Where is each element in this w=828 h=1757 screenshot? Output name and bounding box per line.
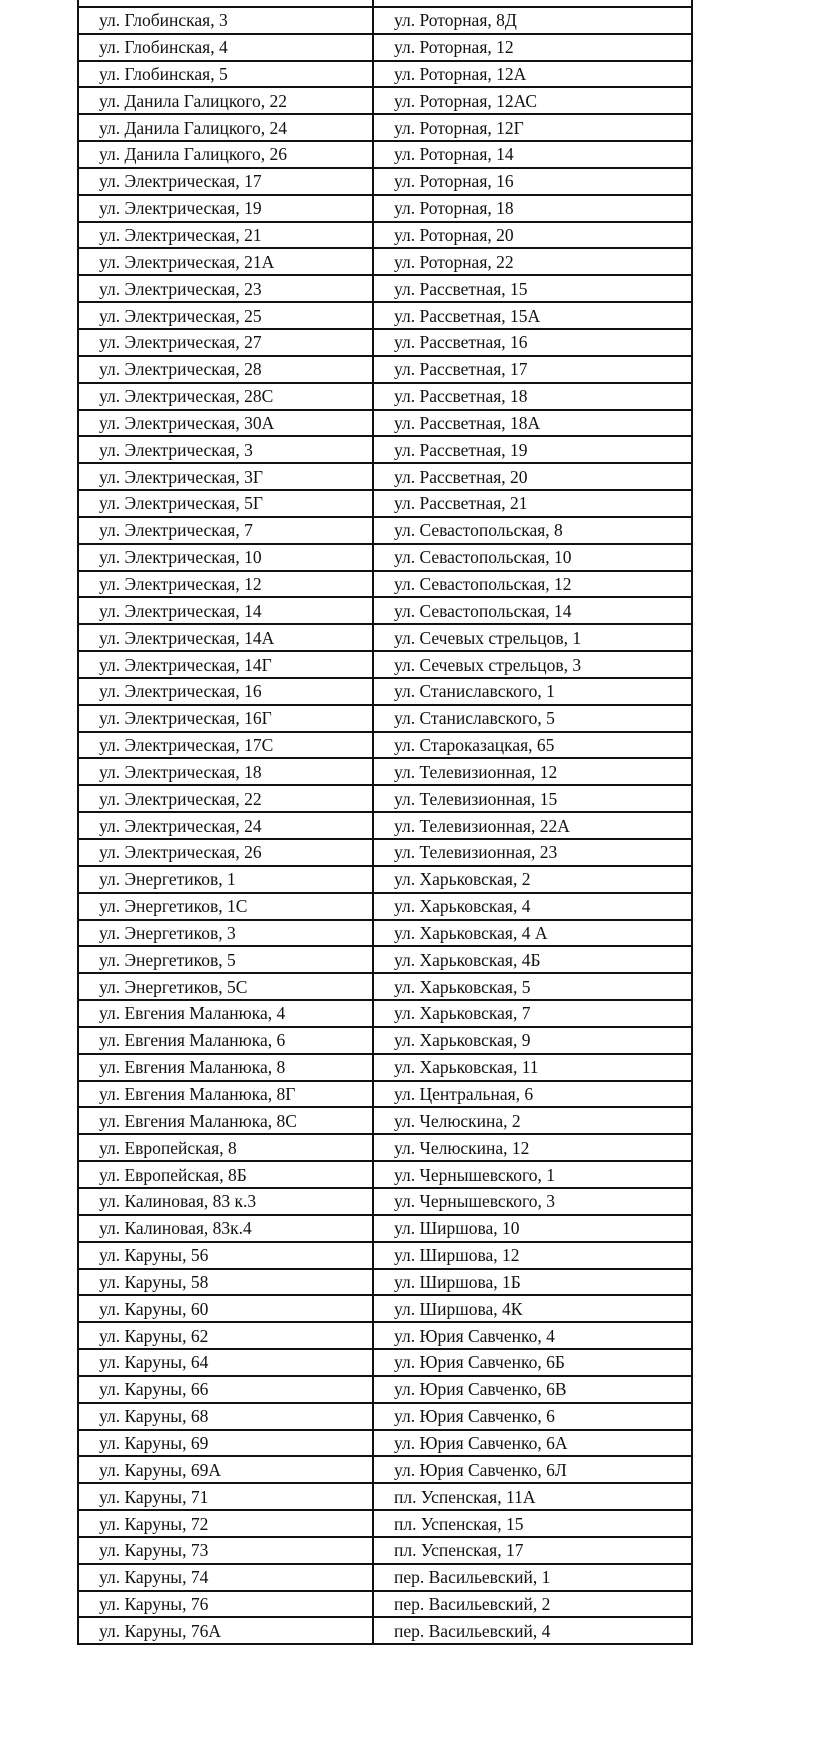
address-cell-left: ул. Каруны, 73 [78, 1537, 373, 1564]
address-cell-right: ул. Рассветная, 17 [373, 356, 692, 383]
address-cell-left: ул. Электрическая, 27 [78, 329, 373, 356]
table-row [78, 1564, 692, 1591]
address-cell-left: ул. Каруны, 64 [78, 1349, 373, 1376]
address-cell-right: ул. Юрия Савченко, 4 [373, 1322, 692, 1349]
table-row [78, 1027, 692, 1054]
address-cell-left: ул. Евгения Маланюка, 8 [78, 1054, 373, 1081]
table-row [78, 1376, 692, 1403]
table-row [78, 222, 692, 249]
address-cell-right: ул. Рассветная, 19 [373, 436, 692, 463]
table-row [78, 1215, 692, 1242]
address-cell-left: ул. Евгения Маланюка, 6 [78, 1027, 373, 1054]
table-row [78, 651, 692, 678]
address-cell-right: ул. Рассветная, 20 [373, 463, 692, 490]
table-row [78, 1242, 692, 1269]
table-row [78, 1537, 692, 1564]
table-row [78, 624, 692, 651]
table-row [78, 1295, 692, 1322]
table-row [78, 732, 692, 759]
address-cell-left: ул. Энергетиков, 1С [78, 893, 373, 920]
table-row [78, 839, 692, 866]
address-cell-left: ул. Электрическая, 30А [78, 410, 373, 437]
address-cell-left: ул. Электрическая, 10 [78, 544, 373, 571]
address-cell-left: ул. Электрическая, 7 [78, 517, 373, 544]
address-cell-right: ул. Ширшова, 1Б [373, 1269, 692, 1296]
address-cell-right: ул. Рассветная, 21 [373, 490, 692, 517]
table-row [78, 87, 692, 114]
address-cell-left: ул. Каруны, 66 [78, 1376, 373, 1403]
address-cell-left: ул. Данила Галицкого, 26 [78, 141, 373, 168]
address-cell-left: ул. Калиновая, 83к.4 [78, 1215, 373, 1242]
table-row [78, 168, 692, 195]
address-cell-right [373, 0, 692, 7]
table-row [78, 195, 692, 222]
address-cell-right: ул. Чернышевского, 1 [373, 1161, 692, 1188]
address-cell-left: ул. Электрическая, 22 [78, 785, 373, 812]
table-row [78, 1322, 692, 1349]
table-row [78, 248, 692, 275]
address-cell-left: ул. Электрическая, 17С [78, 732, 373, 759]
address-cell-right: ул. Телевизионная, 22А [373, 812, 692, 839]
address-cell-left: ул. Калиновая, 83 к.3 [78, 1188, 373, 1215]
address-cell-right: ул. Харьковская, 2 [373, 866, 692, 893]
address-cell-right: ул. Харьковская, 5 [373, 973, 692, 1000]
address-cell-right: ул. Севастопольская, 12 [373, 571, 692, 598]
table-row [78, 0, 692, 7]
address-cell-left: ул. Электрическая, 17 [78, 168, 373, 195]
table-row [78, 1456, 692, 1483]
address-table [77, 0, 693, 1645]
address-cell-left: ул. Данила Галицкого, 24 [78, 114, 373, 141]
address-cell-left: ул. Каруны, 71 [78, 1483, 373, 1510]
table-row [78, 410, 692, 437]
address-cell-right: ул. Челюскина, 2 [373, 1107, 692, 1134]
table-row [78, 812, 692, 839]
table-row [78, 1510, 692, 1537]
table-row [78, 490, 692, 517]
table-row [78, 920, 692, 947]
table-row [78, 302, 692, 329]
table-row [78, 893, 692, 920]
address-cell-right: ул. Телевизионная, 12 [373, 758, 692, 785]
address-cell-right: пер. Васильевский, 4 [373, 1617, 692, 1644]
address-cell-left: ул. Глобинская, 3 [78, 7, 373, 34]
table-row [78, 7, 692, 34]
address-cell-right: ул. Харьковская, 4Б [373, 946, 692, 973]
address-cell-left: ул. Электрическая, 21 [78, 222, 373, 249]
table-row [78, 275, 692, 302]
address-cell-left: ул. Энергетиков, 3 [78, 920, 373, 947]
address-cell-right: ул. Телевизионная, 23 [373, 839, 692, 866]
address-cell-right: ул. Севастопольская, 14 [373, 597, 692, 624]
address-cell-left: ул. Электрическая, 21А [78, 248, 373, 275]
table-row [78, 1134, 692, 1161]
address-cell-left: ул. Европейская, 8 [78, 1134, 373, 1161]
table-row [78, 597, 692, 624]
address-cell-right: ул. Ширшова, 4К [373, 1295, 692, 1322]
address-cell-left: ул. Евгения Маланюка, 8С [78, 1107, 373, 1134]
table-row [78, 141, 692, 168]
address-cell-left: ул. Каруны, 56 [78, 1242, 373, 1269]
table-row [78, 1617, 692, 1644]
address-cell-left: ул. Электрическая, 23 [78, 275, 373, 302]
address-cell-right: пер. Васильевский, 1 [373, 1564, 692, 1591]
address-cell-right: ул. Юрия Савченко, 6А [373, 1430, 692, 1457]
table-row [78, 544, 692, 571]
table-row [78, 705, 692, 732]
address-cell-left: ул. Электрическая, 5Г [78, 490, 373, 517]
address-cell-left: ул. Электрическая, 19 [78, 195, 373, 222]
address-cell-right: ул. Ширшова, 12 [373, 1242, 692, 1269]
table-row [78, 517, 692, 544]
address-cell-left: ул. Глобинская, 5 [78, 61, 373, 88]
table-row [78, 329, 692, 356]
address-cell-right: ул. Рассветная, 18А [373, 410, 692, 437]
table-row [78, 1054, 692, 1081]
table-row [78, 973, 692, 1000]
table-row [78, 866, 692, 893]
address-cell-left: ул. Глобинская, 4 [78, 34, 373, 61]
address-cell-right: пл. Успенская, 17 [373, 1537, 692, 1564]
address-cell-left: ул. Евгения Маланюка, 4 [78, 1000, 373, 1027]
table-row [78, 1161, 692, 1188]
table-row [78, 785, 692, 812]
address-table-body [78, 0, 692, 1644]
table-row [78, 436, 692, 463]
address-cell-right: пер. Васильевский, 2 [373, 1591, 692, 1618]
address-cell-left: ул. Электрическая, 16Г [78, 705, 373, 732]
table-row [78, 758, 692, 785]
address-cell-left: ул. Электрическая, 16 [78, 678, 373, 705]
table-row [78, 1483, 692, 1510]
address-cell-left: ул. Данила Галицкого, 22 [78, 87, 373, 114]
address-cell-left: ул. Энергетиков, 1 [78, 866, 373, 893]
address-cell-left: ул. Каруны, 72 [78, 1510, 373, 1537]
table-row [78, 571, 692, 598]
address-cell-right: ул. Юрия Савченко, 6Б [373, 1349, 692, 1376]
table-row [78, 1403, 692, 1430]
address-cell-left: ул. Каруны, 76А [78, 1617, 373, 1644]
address-cell-right: ул. Роторная, 22 [373, 248, 692, 275]
table-row [78, 1349, 692, 1376]
address-cell-left: ул. Электрическая, 18 [78, 758, 373, 785]
address-cell-left: ул. Каруны, 69 [78, 1430, 373, 1457]
table-row [78, 463, 692, 490]
table-row [78, 61, 692, 88]
table-row [78, 383, 692, 410]
address-cell-right: ул. Сечевых стрельцов, 1 [373, 624, 692, 651]
table-row [78, 1081, 692, 1108]
address-cell-right: ул. Харьковская, 9 [373, 1027, 692, 1054]
address-cell-right: ул. Юрия Савченко, 6 [373, 1403, 692, 1430]
table-row [78, 114, 692, 141]
address-cell-left: ул. Электрическая, 3 [78, 436, 373, 463]
table-row [78, 1107, 692, 1134]
address-cell-left: ул. Энергетиков, 5С [78, 973, 373, 1000]
address-cell-right: ул. Роторная, 14 [373, 141, 692, 168]
address-cell-left: ул. Каруны, 60 [78, 1295, 373, 1322]
address-cell-left: ул. Европейская, 8Б [78, 1161, 373, 1188]
address-cell-right: ул. Рассветная, 15 [373, 275, 692, 302]
address-cell-left: ул. Электрическая, 14А [78, 624, 373, 651]
address-cell-right: ул. Телевизионная, 15 [373, 785, 692, 812]
address-cell-left: ул. Каруны, 74 [78, 1564, 373, 1591]
address-cell-right: ул. Харьковская, 4 [373, 893, 692, 920]
address-cell-left: ул. Энергетиков, 5 [78, 946, 373, 973]
address-cell-right: ул. Юрия Савченко, 6Л [373, 1456, 692, 1483]
address-cell-left: ул. Электрическая, 24 [78, 812, 373, 839]
table-row [78, 34, 692, 61]
address-cell-right: пл. Успенская, 11А [373, 1483, 692, 1510]
address-cell-right: ул. Роторная, 18 [373, 195, 692, 222]
address-cell-left: ул. Электрическая, 3Г [78, 463, 373, 490]
address-cell-left: ул. Электрическая, 25 [78, 302, 373, 329]
table-row [78, 946, 692, 973]
address-cell-right: ул. Центральная, 6 [373, 1081, 692, 1108]
address-cell-right: ул. Роторная, 20 [373, 222, 692, 249]
address-cell-right: ул. Роторная, 12АС [373, 87, 692, 114]
table-row [78, 1591, 692, 1618]
table-row [78, 1430, 692, 1457]
address-cell-right: ул. Роторная, 12А [373, 61, 692, 88]
address-cell-right: ул. Севастопольская, 8 [373, 517, 692, 544]
address-cell-left [78, 0, 373, 7]
table-row [78, 1269, 692, 1296]
address-cell-right: ул. Рассветная, 15А [373, 302, 692, 329]
address-cell-right: ул. Юрия Савченко, 6В [373, 1376, 692, 1403]
address-cell-left: ул. Каруны, 58 [78, 1269, 373, 1296]
table-row [78, 1000, 692, 1027]
address-cell-right: ул. Харьковская, 7 [373, 1000, 692, 1027]
address-cell-left: ул. Электрическая, 26 [78, 839, 373, 866]
address-cell-right: ул. Роторная, 16 [373, 168, 692, 195]
address-cell-left: ул. Каруны, 76 [78, 1591, 373, 1618]
address-cell-right: ул. Севастопольская, 10 [373, 544, 692, 571]
table-row [78, 1188, 692, 1215]
address-cell-left: ул. Электрическая, 12 [78, 571, 373, 598]
address-cell-left: ул. Электрическая, 28С [78, 383, 373, 410]
address-cell-right: ул. Чернышевского, 3 [373, 1188, 692, 1215]
address-cell-left: ул. Каруны, 68 [78, 1403, 373, 1430]
address-cell-right: ул. Станиславского, 5 [373, 705, 692, 732]
address-cell-left: ул. Каруны, 69А [78, 1456, 373, 1483]
table-row [78, 356, 692, 383]
address-cell-right: ул. Роторная, 8Д [373, 7, 692, 34]
address-cell-right: ул. Харьковская, 4 А [373, 920, 692, 947]
address-cell-left: ул. Евгения Маланюка, 8Г [78, 1081, 373, 1108]
address-cell-right: ул. Рассветная, 18 [373, 383, 692, 410]
table-row [78, 678, 692, 705]
address-cell-right: ул. Роторная, 12Г [373, 114, 692, 141]
address-cell-right: ул. Харьковская, 11 [373, 1054, 692, 1081]
address-cell-right: ул. Староказацкая, 65 [373, 732, 692, 759]
address-cell-right: пл. Успенская, 15 [373, 1510, 692, 1537]
address-cell-left: ул. Электрическая, 14Г [78, 651, 373, 678]
address-cell-right: ул. Челюскина, 12 [373, 1134, 692, 1161]
address-cell-left: ул. Каруны, 62 [78, 1322, 373, 1349]
address-cell-left: ул. Электрическая, 14 [78, 597, 373, 624]
address-cell-right: ул. Рассветная, 16 [373, 329, 692, 356]
address-cell-right: ул. Сечевых стрельцов, 3 [373, 651, 692, 678]
address-cell-left: ул. Электрическая, 28 [78, 356, 373, 383]
address-cell-right: ул. Станиславского, 1 [373, 678, 692, 705]
address-cell-right: ул. Роторная, 12 [373, 34, 692, 61]
address-cell-right: ул. Ширшова, 10 [373, 1215, 692, 1242]
